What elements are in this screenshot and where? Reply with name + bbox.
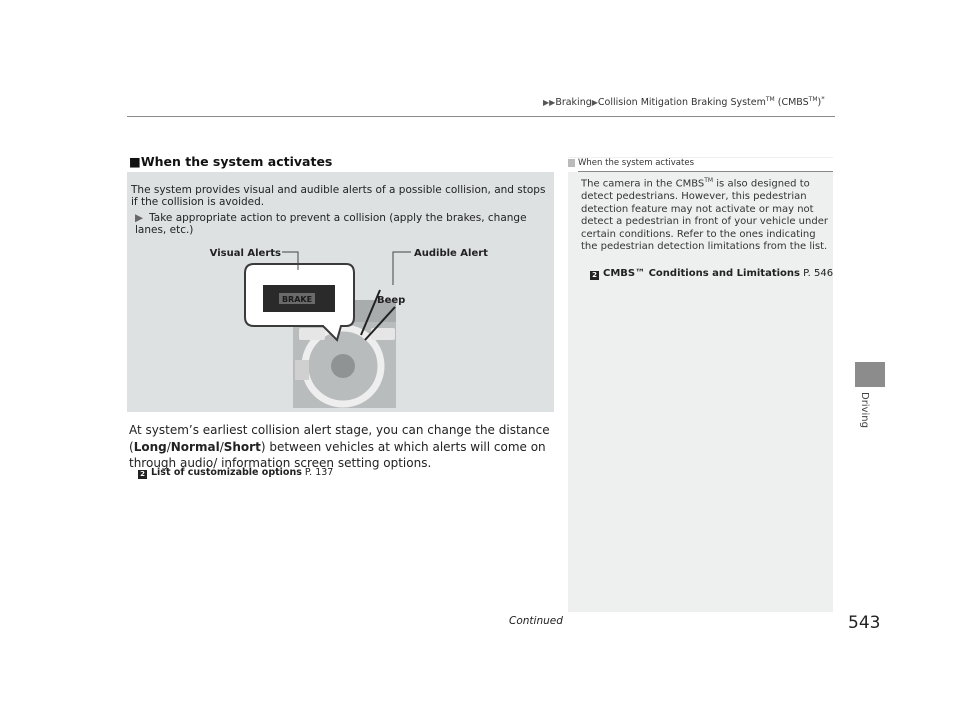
- steering-hub: [331, 354, 355, 378]
- reference-title: List of customizable options: [151, 467, 302, 478]
- visual-alerts-label: Visual Alerts: [209, 248, 281, 259]
- option-short: Short: [223, 439, 261, 454]
- reference-page: P. 137: [304, 467, 334, 478]
- option-long: Long: [133, 439, 167, 454]
- breadcrumb: [543, 95, 825, 108]
- side-note-divider: [578, 171, 833, 172]
- trademark-sup: TM: [808, 96, 818, 103]
- side-note-text: [581, 175, 829, 254]
- breadcrumb-arrow-icon: ▶▶: [543, 98, 556, 108]
- trademark-sup: TM: [765, 96, 775, 103]
- chapter-tab[interactable]: [855, 362, 885, 387]
- breadcrumb-item-cmbs[interactable]: Collision Mitigation Braking System: [597, 97, 766, 109]
- breadcrumb-arrow-icon: ▶: [591, 98, 598, 108]
- side-note-cross-reference[interactable]: [590, 268, 833, 280]
- note-marker-icon: [568, 159, 575, 167]
- body-paragraph: [129, 422, 559, 472]
- asterisk-sup: *: [821, 95, 825, 103]
- audible-alert-leader: [393, 252, 411, 285]
- dashboard-illustration: [127, 172, 554, 412]
- illustration-bullet-text: Take appropriate action to prevent a collision (apply the brakes, change lanes, etc.): [135, 212, 527, 236]
- note-text-end: is also designed to detect pedestrians. However, this pedestrian detection feature may not activate or may not detect a pedestrian in front of your vehicle under certain conditions. Refer to the ones indicating the pedestrian detection limitations from the list.: [581, 178, 828, 253]
- side-note-title: When the system activates: [578, 158, 694, 168]
- panel-detail: [295, 360, 309, 380]
- slash: /: [219, 439, 224, 454]
- chapter-tab-text: Driving: [859, 392, 870, 428]
- beep-label: Beep: [377, 295, 406, 306]
- note-text-start: The camera in the CMBS: [581, 178, 705, 190]
- slash: /: [166, 439, 171, 454]
- body-text-start: At system’s earliest collision alert stage, you can change the distance (: [129, 423, 550, 454]
- page-number: 543: [848, 613, 881, 633]
- trademark-sup: TM: [704, 177, 714, 184]
- section-heading: [129, 154, 332, 169]
- breadcrumb-cmbs-close: ): [817, 97, 822, 109]
- continued-label: Continued: [509, 615, 563, 627]
- breadcrumb-item-braking[interactable]: Braking: [555, 97, 592, 109]
- cross-reference-link[interactable]: [138, 467, 333, 479]
- brake-label: BRAKE: [281, 295, 313, 304]
- vent-left: [299, 328, 325, 340]
- bullet-arrow-icon: ▶: [135, 212, 144, 224]
- reference-page: P. 546: [803, 268, 834, 279]
- section-title: When the system activates: [140, 154, 333, 169]
- reference-arrow-icon: 2: [138, 470, 147, 479]
- option-normal: Normal: [170, 439, 220, 454]
- header-divider: [127, 116, 835, 117]
- section-marker-icon: ■: [129, 154, 141, 169]
- illustration-intro: The system provides visual and audible alerts of a possible collision, and stops if the collision is avoided.: [131, 184, 546, 208]
- chapter-tab-label: [848, 392, 892, 432]
- reference-arrow-icon: 2: [590, 271, 599, 280]
- audible-alert-label: Audible Alert: [414, 248, 488, 259]
- breadcrumb-cmbs-suffix: (CMBS: [774, 97, 809, 109]
- body-text-end: ) between vehicles at which alerts will come on through audio/ information screen setting options.: [129, 439, 546, 470]
- reference-title: CMBS™ Conditions and Limitations: [603, 268, 800, 279]
